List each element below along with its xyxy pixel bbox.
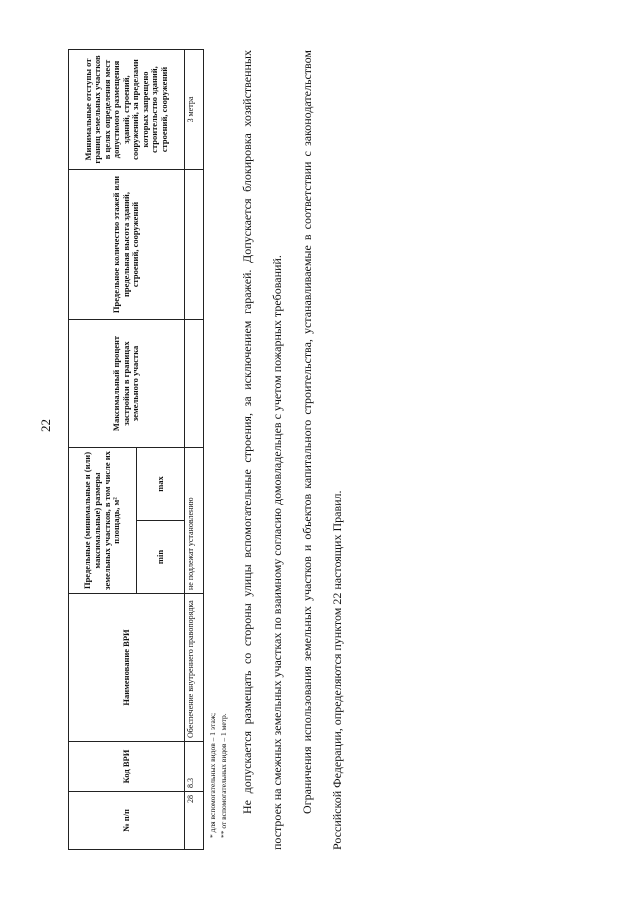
cell-num: 28	[185, 792, 204, 850]
header-name: Наименование ВРИ	[69, 594, 185, 742]
cell-code: 8.3	[185, 742, 204, 792]
zoning-table	[68, 49, 204, 850]
header-floors: Предельное количество этажей или предельная высота зданий, строений, сооружений	[69, 170, 185, 320]
paragraph: Ограничения использования земельных участков и объектов капитального строительства, устанавливаемые в соответствии с законодательством Российской Федерации, определяются пунктом 22 настоящих Правил.	[299, 50, 344, 850]
header-percent: Максимальный процент застройки в границах земельного участка	[69, 320, 185, 448]
note-item: ** от вспомогательных видов – 1 метр.	[218, 713, 228, 838]
header-setbacks: Минимальные отступы от границ земельных участков в целях определения мест допустимого размещения зданий, строений, сооружений, за пределами которых запрещено строительство зданий, строений, сооружений	[69, 50, 185, 170]
paragraph: Не допускается размещать со стороны улицы вспомогательные строения, за исключением гаражей. Допускается блокировка хозяйственных построек на смежных земельных участках по взаимному согласию домовладельцев с учетом пожарных требований.	[239, 50, 284, 850]
cell-name: Обеспечение внутреннего правопорядка	[185, 594, 204, 742]
table-row	[185, 50, 204, 850]
header-min: min	[137, 521, 185, 594]
page-number: 22	[38, 419, 53, 432]
rotated-content	[68, 50, 628, 850]
cell-floors	[185, 170, 204, 320]
cell-percent	[185, 320, 204, 448]
header-num: № п/п	[69, 792, 185, 850]
cell-setbacks: 3 метра	[185, 50, 204, 170]
table-notes	[208, 50, 230, 850]
header-code: Код ВРИ	[69, 742, 185, 792]
cell-sizes: не подлежат установлению	[185, 448, 204, 594]
header-max: max	[137, 448, 185, 521]
header-sizes: Предельные (минимальные и (или) максимальные) размеры земельных участков, в том числе их площадь, м²	[69, 448, 137, 594]
note-item: * для вспомогательных видов – 1 этаж;	[208, 712, 217, 838]
table-header-row	[69, 50, 137, 850]
